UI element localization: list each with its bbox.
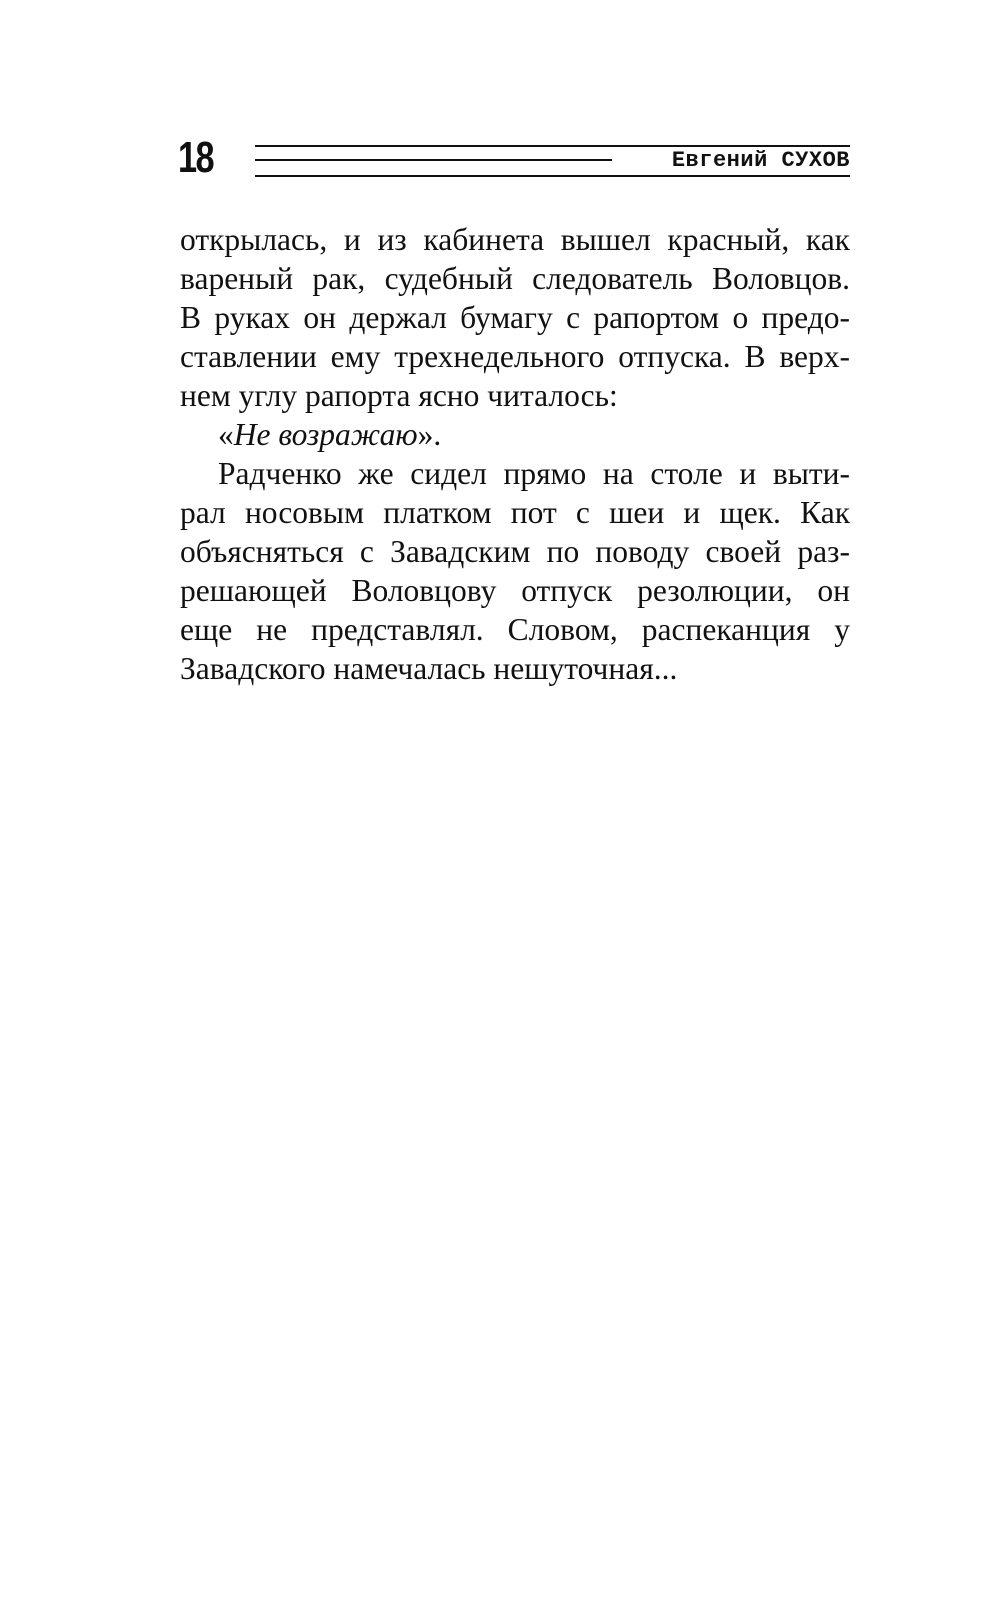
- text-line: нем углу рапорта ясно читалось:: [180, 378, 618, 413]
- header-rule-middle: [255, 159, 612, 161]
- text-line: открылась, и из кабинета вышел красный, как: [180, 222, 850, 257]
- text-line: объясняться с Завадским по поводу своей раз-: [180, 534, 850, 569]
- author-name: Евгений СУХОВ: [671, 148, 850, 173]
- quote-open-mark: «: [218, 417, 234, 452]
- quote-text: Не возражаю: [233, 417, 418, 452]
- text-line: рал носовым платком пот с шеи и щек. Как: [180, 495, 850, 530]
- paragraph: [180, 454, 850, 688]
- text-line: вареный рак, судебный следователь Воловцов.: [180, 261, 850, 296]
- header-rule-bottom: [255, 175, 850, 177]
- text-line: Радченко же сидел прямо на столе и выти-: [218, 456, 850, 491]
- body-text: [180, 220, 850, 688]
- text-line: В руках он держал бумагу с рапортом о предо-: [180, 300, 850, 335]
- paragraph: [180, 220, 850, 415]
- quote-paragraph: [180, 415, 850, 454]
- text-line: ставлении ему трехнедельного отпуска. В верх-: [180, 339, 850, 374]
- header-rule-top: [255, 145, 850, 147]
- text-line: решающей Воловцову отпуск резолюции, он: [180, 573, 850, 608]
- text-line: еще не представлял. Словом, распеканция у: [180, 612, 850, 647]
- text-line: Завадского намечалась нешуточная...: [180, 651, 678, 686]
- quote-close-mark: ».: [417, 417, 442, 452]
- page-number: 18: [178, 133, 214, 182]
